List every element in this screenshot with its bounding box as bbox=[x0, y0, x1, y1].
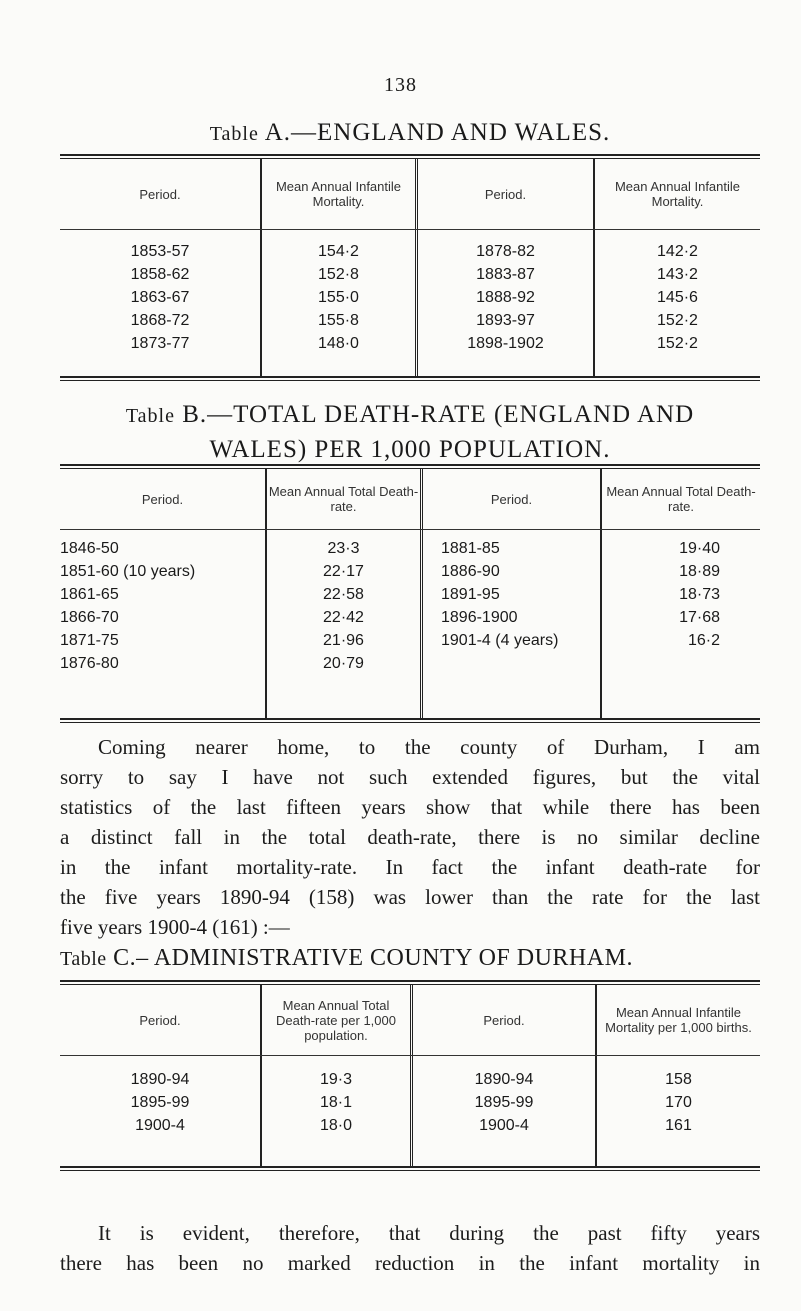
table-b-cell: 22·17 bbox=[323, 563, 364, 580]
table-b-cell: 1901-4 (4 years) bbox=[441, 632, 559, 649]
table-c-cell: 1895-99 bbox=[130, 1094, 190, 1111]
table-b-header-deathrate-1: Mean Annual Total Death-rate. bbox=[265, 469, 420, 529]
table-a-col-mortality-2 bbox=[593, 230, 760, 376]
table-a-cell: 154·2 bbox=[318, 243, 359, 260]
paragraph-line: in the infant mortality-rate. In fact the infant death-rate for bbox=[60, 855, 760, 879]
table-c-cell: 1890-94 bbox=[130, 1071, 190, 1088]
table-b-col-period-1 bbox=[60, 530, 265, 718]
table-b-cell: 17·68 bbox=[679, 609, 720, 626]
table-a-cell: 1858-62 bbox=[130, 266, 190, 283]
table-a-body bbox=[60, 230, 760, 376]
table-b-col-deathrate-1 bbox=[265, 530, 420, 718]
table-c bbox=[60, 980, 760, 1171]
table-b-cell: 1861-65 bbox=[60, 586, 119, 603]
table-c-cell: 19·3 bbox=[319, 1071, 353, 1088]
table-a-header-period-1: Period. bbox=[139, 186, 181, 202]
table-b-col-deathrate-2 bbox=[600, 530, 760, 718]
table-a-header bbox=[60, 159, 760, 229]
table-b-cell: 21·96 bbox=[323, 632, 364, 649]
table-b-cell: 1871-75 bbox=[60, 632, 119, 649]
table-c-header-mortality: Mean Annual Infantile Mortality per 1,000 births. bbox=[595, 985, 760, 1055]
table-c-cell: 1900-4 bbox=[479, 1117, 529, 1134]
paragraph-line: a distinct fall in the total death-rate, there is no similar decline bbox=[60, 825, 760, 849]
table-c-title-rest: C.– ADMINISTRATIVE COUNTY OF DURHAM. bbox=[106, 945, 633, 971]
table-a-col-mortality-1 bbox=[260, 230, 415, 376]
table-b-title-line-2: WALES) PER 1,000 POPULATION. bbox=[209, 436, 611, 463]
table-a-title-prefix: Table bbox=[209, 123, 259, 145]
table-b-header-period-1: Period. bbox=[141, 491, 184, 507]
table-a-cell: 148·0 bbox=[318, 335, 359, 352]
table-a-header-period-2: Period. bbox=[415, 159, 593, 229]
table-b-cell: 22·58 bbox=[323, 586, 364, 603]
table-a-cell: 1868-72 bbox=[130, 312, 190, 329]
table-b-cell: 1866-70 bbox=[60, 609, 119, 626]
table-a-title bbox=[60, 116, 760, 151]
paragraph-line: the five years 1890-94 (158) was lower than the rate for the last bbox=[60, 885, 760, 909]
table-c-title bbox=[60, 942, 760, 976]
table-c-col-period-2 bbox=[410, 1056, 595, 1166]
table-b-cell: 1876-80 bbox=[60, 655, 119, 672]
table-a-cell: 152·2 bbox=[657, 312, 698, 329]
table-c-col-deathrate bbox=[260, 1056, 410, 1166]
table-c-cell: 1890-94 bbox=[474, 1071, 534, 1088]
table-a-cell: 145·6 bbox=[657, 289, 698, 306]
paragraph-line: It is evident, therefore, that during the past fifty years bbox=[98, 1221, 760, 1245]
page-number: 138 bbox=[384, 74, 417, 96]
table-c-col-period-1 bbox=[60, 1056, 260, 1166]
table-b bbox=[60, 464, 760, 723]
table-b-bottom-rule bbox=[60, 718, 760, 723]
table-c-cell: 1900-4 bbox=[135, 1117, 185, 1134]
table-b-cell: 1846-50 bbox=[60, 540, 119, 557]
table-b-cell: 1881-85 bbox=[441, 540, 500, 557]
table-c-body bbox=[60, 1056, 760, 1166]
table-b-cell: 1891-95 bbox=[441, 586, 500, 603]
table-b-cell: 1896-1900 bbox=[441, 609, 518, 626]
table-a-cell: 142·2 bbox=[657, 243, 698, 260]
table-a-cell: 1888-92 bbox=[476, 289, 535, 306]
table-a-cell: 1873-77 bbox=[130, 335, 190, 352]
table-b-cell: 19·40 bbox=[679, 540, 720, 557]
table-b-cell: 18·89 bbox=[679, 563, 720, 580]
table-b-cell: 16·2 bbox=[687, 632, 720, 649]
table-a-cell: 155·8 bbox=[318, 312, 359, 329]
table-c-cell: 161 bbox=[665, 1117, 692, 1134]
table-b-header bbox=[60, 469, 760, 529]
table-a-cell: 1898-1902 bbox=[467, 335, 544, 352]
table-a-col-period-2 bbox=[415, 230, 593, 376]
paragraph-line: sorry to say I have not such extended figures, but the vital bbox=[60, 765, 760, 789]
table-a-cell: 1883-87 bbox=[476, 266, 535, 283]
table-b-cell: 1886-90 bbox=[441, 563, 500, 580]
table-b-body bbox=[60, 530, 760, 718]
table-a-cell: 143·2 bbox=[657, 266, 698, 283]
paragraph-1 bbox=[60, 732, 760, 942]
table-b-header-deathrate-2: Mean Annual Total Death-rate. bbox=[600, 469, 760, 529]
table-a-bottom-rule bbox=[60, 376, 760, 381]
table-b-cell: 18·73 bbox=[679, 586, 720, 603]
table-b-cell: 1851-60 (10 years) bbox=[60, 563, 196, 580]
table-c-header-deathrate: Mean Annual Total Death-rate per 1,000 population. bbox=[260, 985, 410, 1055]
table-b-header-period-2: Period. bbox=[420, 469, 600, 529]
table-a-header-mortality-2: Mean Annual Infantile Mortality. bbox=[593, 159, 760, 229]
table-b-title bbox=[60, 398, 760, 466]
table-b-col-period-2 bbox=[420, 530, 600, 718]
table-a-cell: 1878-82 bbox=[476, 243, 535, 260]
paragraph-line: five years 1900-4 (161) :— bbox=[60, 915, 290, 939]
table-b-title-rest: B.—TOTAL DEATH-RATE (ENGLAND AND bbox=[174, 401, 695, 428]
table-a-cell: 155·0 bbox=[318, 289, 359, 306]
table-c-header-period-1: Period. bbox=[139, 1012, 181, 1028]
table-c-cell: 158 bbox=[665, 1071, 692, 1088]
table-c-cell: 18·0 bbox=[319, 1117, 353, 1134]
paragraph-2 bbox=[60, 1218, 760, 1278]
table-a-col-period-1 bbox=[60, 230, 260, 376]
table-c-title-prefix: Table bbox=[60, 948, 107, 970]
table-b-title-line-1 bbox=[60, 398, 760, 433]
table-a-cell: 1863-67 bbox=[130, 289, 190, 306]
table-c-header-period-2: Period. bbox=[410, 985, 595, 1055]
table-a-cell: 1853-57 bbox=[130, 243, 190, 260]
table-c-header bbox=[60, 985, 760, 1055]
table-c-cell: 1895-99 bbox=[474, 1094, 534, 1111]
table-b-title-prefix: Table bbox=[125, 405, 175, 427]
table-a bbox=[60, 154, 760, 381]
paragraph-line: statistics of the last fifteen years show that while there has been bbox=[60, 795, 760, 819]
table-b-cell: 22·42 bbox=[323, 609, 364, 626]
paragraph-line: there has been no marked reduction in the infant mortality in bbox=[60, 1251, 760, 1275]
table-b-cell: 23·3 bbox=[327, 540, 360, 557]
table-c-col-mortality bbox=[595, 1056, 760, 1166]
table-a-title-rest: A.—ENGLAND AND WALES. bbox=[258, 119, 611, 146]
table-c-bottom-rule bbox=[60, 1166, 760, 1171]
table-c-cell: 170 bbox=[665, 1094, 692, 1111]
table-a-cell: 152·2 bbox=[657, 335, 698, 352]
table-a-cell: 152·8 bbox=[318, 266, 359, 283]
table-a-cell: 1893-97 bbox=[476, 312, 535, 329]
table-c-cell: 18·1 bbox=[319, 1094, 353, 1111]
table-b-cell: 20·79 bbox=[323, 655, 364, 672]
table-a-header-mortality-1: Mean Annual Infantile Mortality. bbox=[260, 159, 415, 229]
paragraph-line: Coming nearer home, to the county of Durham, I am bbox=[98, 735, 760, 759]
